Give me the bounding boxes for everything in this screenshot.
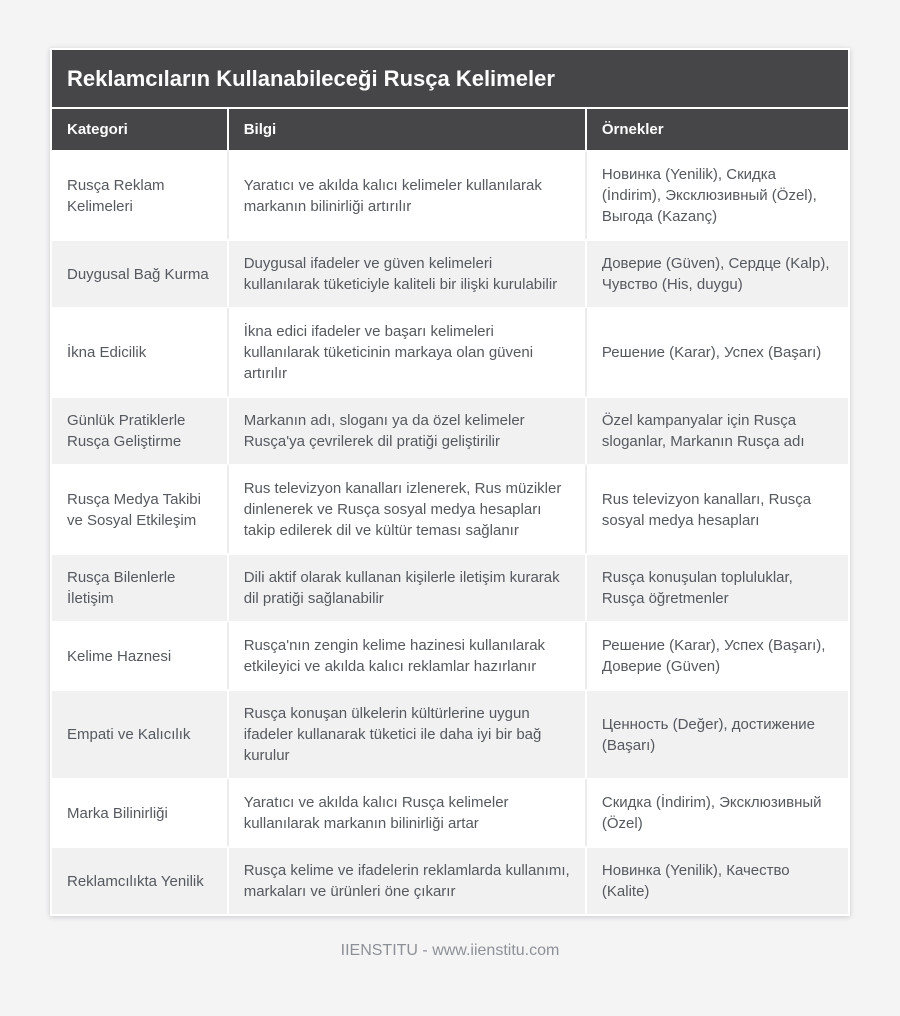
table-row bbox=[52, 307, 848, 396]
info-cell: İkna edici ifadeler ve başarı kelimeleri kullanılarak tüketicinin markaya olan güveni artırılır bbox=[229, 307, 587, 396]
info-cell: Yaratıcı ve akılda kalıcı Rusça kelimeler kullanılarak markanın bilinirliği artar bbox=[229, 778, 587, 846]
info-cell: Rusça kelime ve ifadelerin reklamlarda kullanımı, markaları ve ürünleri öne çıkarır bbox=[229, 846, 587, 914]
table-header-row bbox=[52, 109, 848, 150]
table-row bbox=[52, 689, 848, 778]
category-cell: Kelime Haznesi bbox=[52, 621, 229, 689]
table-row bbox=[52, 553, 848, 621]
table-row bbox=[52, 464, 848, 553]
category-cell: İkna Edicilik bbox=[52, 307, 229, 396]
examples-cell: Новинка (Yenilik), Качество (Kalite) bbox=[587, 846, 848, 914]
examples-cell: Özel kampanyalar için Rusça sloganlar, Markanın Rusça adı bbox=[587, 396, 848, 464]
examples-cell: Rus televizyon kanalları, Rusça sosyal medya hesapları bbox=[587, 464, 848, 553]
category-cell: Marka Bilinirliği bbox=[52, 778, 229, 846]
info-cell: Dili aktif olarak kullanan kişilerle iletişim kurarak dil pratiği sağlanabilir bbox=[229, 553, 587, 621]
table-row bbox=[52, 150, 848, 239]
category-cell: Reklamcılıkta Yenilik bbox=[52, 846, 229, 914]
info-cell: Rusça konuşan ülkelerin kültürlerine uygun ifadeler kullanarak tüketici ile daha iyi bir bağ kurulur bbox=[229, 689, 587, 778]
table-row bbox=[52, 778, 848, 846]
category-cell: Duygusal Bağ Kurma bbox=[52, 239, 229, 307]
table-row bbox=[52, 239, 848, 307]
category-cell: Rusça Medya Takibi ve Sosyal Etkileşim bbox=[52, 464, 229, 553]
category-cell: Günlük Pratiklerle Rusça Geliştirme bbox=[52, 396, 229, 464]
examples-cell: Решение (Karar), Успех (Başarı) bbox=[587, 307, 848, 396]
russian-words-table bbox=[52, 109, 848, 914]
category-cell: Rusça Bilenlerle İletişim bbox=[52, 553, 229, 621]
column-header-ornekler: Örnekler bbox=[587, 109, 848, 150]
column-header-bilgi: Bilgi bbox=[229, 109, 587, 150]
page-title: Reklamcıların Kullanabileceği Rusça Kelimeler bbox=[52, 50, 848, 109]
category-cell: Rusça Reklam Kelimeleri bbox=[52, 150, 229, 239]
info-cell: Yaratıcı ve akılda kalıcı kelimeler kullanılarak markanın bilinirliği artırılır bbox=[229, 150, 587, 239]
examples-cell: Ценность (Değer), достижение (Başarı) bbox=[587, 689, 848, 778]
word-table-card bbox=[50, 48, 850, 916]
info-cell: Markanın adı, sloganı ya da özel kelimeler Rusça'ya çevrilerek dil pratiği geliştirilir bbox=[229, 396, 587, 464]
column-header-kategori: Kategori bbox=[52, 109, 229, 150]
info-cell: Duygusal ifadeler ve güven kelimeleri kullanılarak tüketiciyle kaliteli bir ilişki kurulabilir bbox=[229, 239, 587, 307]
examples-cell: Новинка (Yenilik), Скидка (İndirim), Эксклюзивный (Özel), Выгода (Kazanç) bbox=[587, 150, 848, 239]
info-cell: Rus televizyon kanalları izlenerek, Rus müzikler dinlenerek ve Rusça sosyal medya hesapları takip edilerek dil ve kültür teması sağlanır bbox=[229, 464, 587, 553]
category-cell: Empati ve Kalıcılık bbox=[52, 689, 229, 778]
examples-cell: Доверие (Güven), Сердце (Kalp), Чувство (His, duygu) bbox=[587, 239, 848, 307]
examples-cell: Решение (Karar), Успех (Başarı), Доверие (Güven) bbox=[587, 621, 848, 689]
examples-cell: Скидка (İndirim), Эксклюзивный (Özel) bbox=[587, 778, 848, 846]
table-row bbox=[52, 846, 848, 914]
table-row bbox=[52, 621, 848, 689]
table-row bbox=[52, 396, 848, 464]
examples-cell: Rusça konuşulan topluluklar, Rusça öğretmenler bbox=[587, 553, 848, 621]
footer-credit: IIENSTITU - www.iienstitu.com bbox=[340, 942, 560, 959]
info-cell: Rusça'nın zengin kelime hazinesi kullanılarak etkileyici ve akılda kalıcı reklamlar hazırlanır bbox=[229, 621, 587, 689]
